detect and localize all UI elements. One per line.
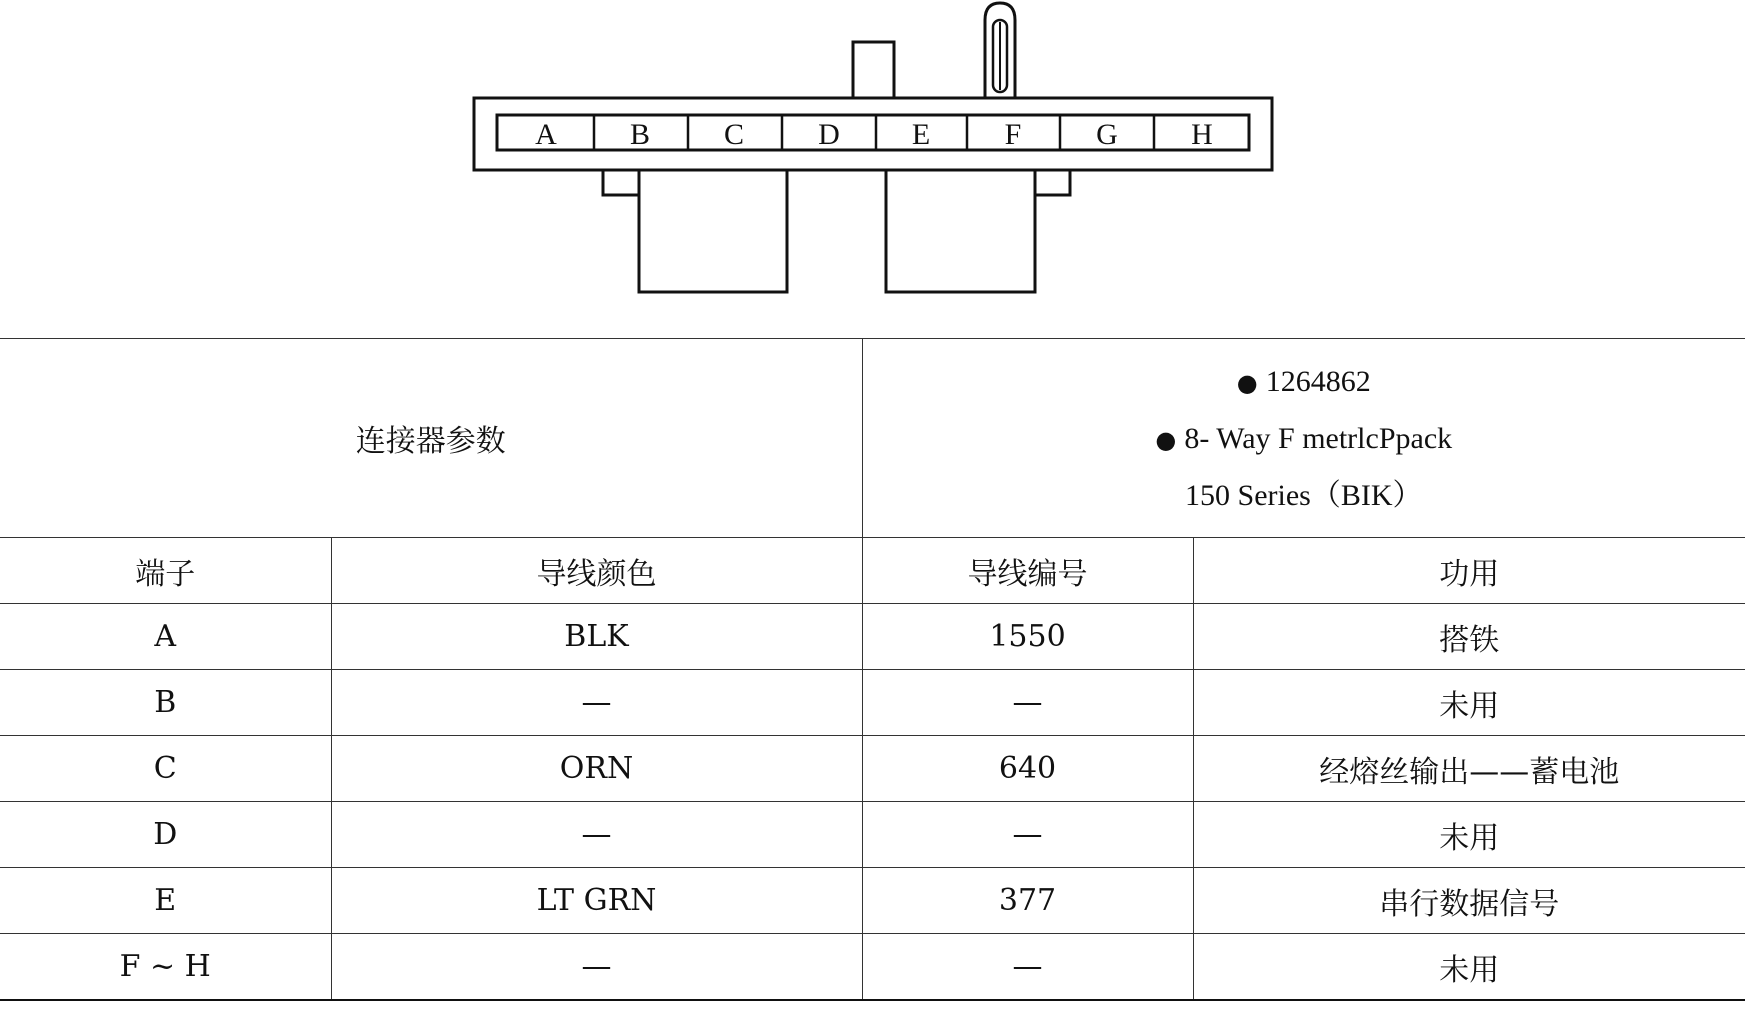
bullet-icon: ●	[1155, 425, 1177, 454]
pin-label-f: F	[1004, 118, 1022, 151]
pinout-table	[0, 338, 1745, 1001]
table-row	[0, 802, 1745, 868]
wire-number-cell: 377	[862, 868, 1193, 934]
terminal-cell: F ~ H	[0, 934, 331, 1001]
wire-number-cell: 640	[862, 736, 1193, 802]
terminal-cell: A	[0, 604, 331, 670]
table-row	[0, 736, 1745, 802]
table-row	[0, 868, 1745, 934]
spec-part-number: ● 1264862	[1236, 364, 1371, 398]
function-cell: 未用	[1193, 670, 1745, 736]
bullet-icon: ●	[1236, 368, 1258, 397]
terminal-cell: E	[0, 868, 331, 934]
pin-label-d: D	[818, 118, 840, 151]
function-cell: 经熔丝输出——蓄电池	[1193, 736, 1745, 802]
column-wire-color: 导线颜色	[331, 538, 862, 604]
connector-params-text: 连接器参数	[355, 424, 506, 459]
terminal-cell: C	[0, 736, 331, 802]
pin-label-h: H	[1191, 118, 1213, 151]
spec-series: 150 Series（BIK）	[1185, 478, 1423, 512]
function-cell: 未用	[1193, 934, 1745, 1001]
spec-type: ● 8- Way F metrlcPpack	[1155, 421, 1453, 455]
column-terminal: 端子	[0, 538, 331, 604]
pin-label-a: A	[535, 118, 557, 151]
wire-number-cell: —	[862, 802, 1193, 868]
terminal-cell: D	[0, 802, 331, 868]
connector-diagram	[0, 0, 1745, 300]
connector-params-label	[0, 339, 862, 538]
column-function: 功用	[1193, 538, 1745, 604]
connector-specs-cell	[862, 339, 1745, 538]
pin-label-e: E	[911, 118, 931, 151]
table-row	[0, 934, 1745, 1001]
function-cell: 未用	[1193, 802, 1745, 868]
wire-color-cell: —	[331, 670, 862, 736]
table-row	[0, 604, 1745, 670]
function-cell: 搭铁	[1193, 604, 1745, 670]
connector-params-row	[0, 339, 1745, 538]
wire-number-cell: 1550	[862, 604, 1193, 670]
wire-number-cell: —	[862, 934, 1193, 1001]
function-cell: 串行数据信号	[1193, 868, 1745, 934]
pin-label-b: B	[629, 118, 651, 151]
column-header-row	[0, 538, 1745, 604]
terminal-cell: B	[0, 670, 331, 736]
wire-color-cell: LT GRN	[331, 868, 862, 934]
connector-top-tab	[853, 42, 894, 100]
column-wire-number: 导线编号	[862, 538, 1193, 604]
wire-color-cell: —	[331, 802, 862, 868]
wire-color-cell: ORN	[331, 736, 862, 802]
wire-color-cell: BLK	[331, 604, 862, 670]
wire-color-cell: —	[331, 934, 862, 1001]
connector-right-body	[886, 170, 1070, 292]
pin-label-g: G	[1096, 118, 1118, 151]
pin-label-c: C	[723, 118, 745, 151]
connector-left-body	[603, 170, 787, 292]
connector-latch	[985, 3, 1015, 100]
wire-number-cell: —	[862, 670, 1193, 736]
table-row	[0, 670, 1745, 736]
